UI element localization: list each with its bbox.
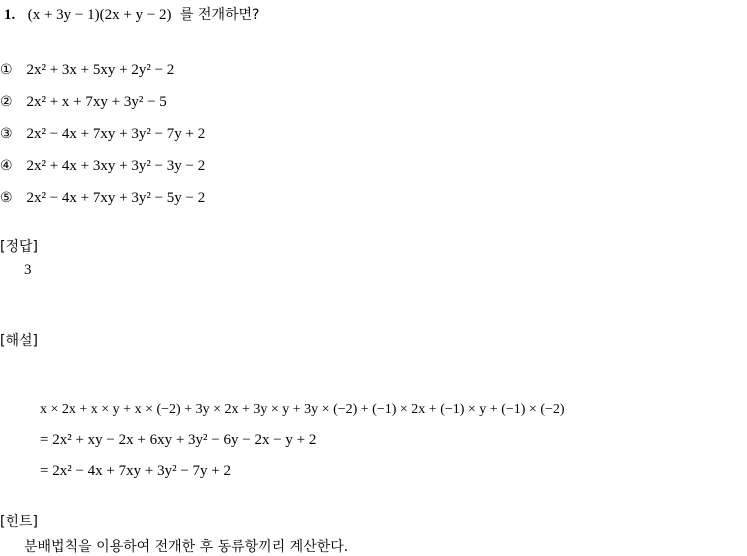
choice-text: 2x² + 3x + 5xy + 2y² − 2: [26, 62, 175, 78]
choice-1[interactable]: [0, 62, 174, 79]
answer-value: 3: [24, 262, 32, 278]
choice-marker: ③: [0, 126, 13, 142]
explanation-heading: [해설]: [0, 333, 38, 349]
choice-5[interactable]: [0, 190, 205, 207]
choice-marker: ①: [0, 62, 13, 78]
hint-text: 분배법칙을 이용하여 전개한 후 동류항끼리 계산한다.: [24, 539, 349, 555]
question: [4, 4, 260, 24]
choice-3[interactable]: [0, 126, 205, 143]
question-prompt: 를 전개하면?: [179, 7, 260, 23]
choice-text: 2x² − 4x + 7xy + 3y² − 5y − 2: [26, 190, 206, 206]
choice-text: 2x² + 4x + 3xy + 3y² − 3y − 2: [26, 158, 206, 174]
choice-2[interactable]: [0, 94, 167, 111]
explanation-line-2: = 2x² + xy − 2x + 6xy + 3y² − 6y − 2x − y + 2: [40, 432, 317, 448]
choice-marker: ④: [0, 158, 13, 174]
choice-4[interactable]: [0, 158, 205, 175]
question-number: 1.: [4, 7, 16, 23]
choice-marker: ⑤: [0, 190, 13, 206]
explanation-line-1: x × 2x + x × y + x × (−2) + 3y × 2x + 3y × y + 3y × (−2) + (−1) × 2x + (−1) × y + (−1) × (−2): [40, 402, 565, 417]
choice-marker: ②: [0, 94, 13, 110]
question-expression: (x + 3y − 1)(2x + y − 2): [27, 7, 172, 23]
choice-text: 2x² + x + 7xy + 3y² − 5: [26, 94, 167, 110]
hint-heading: [힌트]: [0, 514, 38, 530]
explanation-line-3: = 2x² − 4x + 7xy + 3y² − 7y + 2: [40, 463, 232, 479]
choice-text: 2x² − 4x + 7xy + 3y² − 7y + 2: [26, 126, 206, 142]
answer-heading: [정답]: [0, 239, 38, 255]
